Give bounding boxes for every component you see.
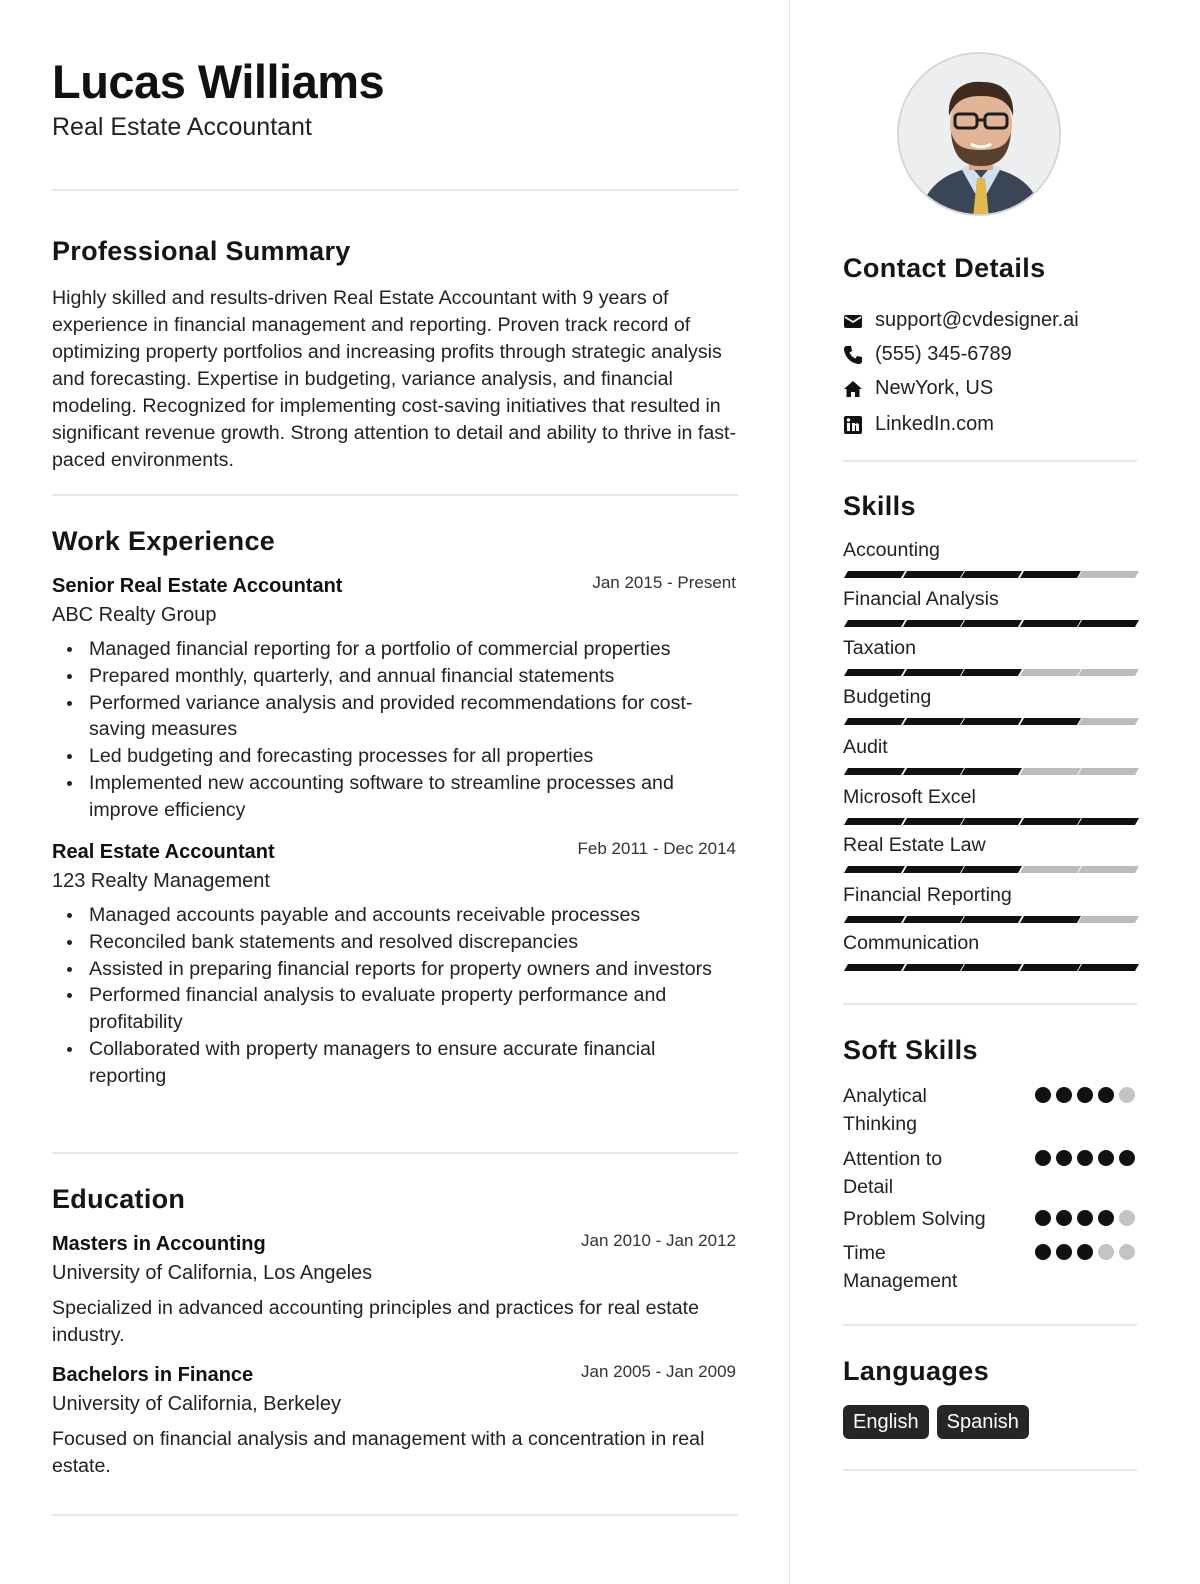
languages-list — [843, 1405, 1029, 1439]
skills-heading: Skills — [843, 491, 916, 521]
rating-dot — [1056, 1087, 1072, 1103]
skill-level-segment — [961, 571, 1022, 578]
experience-heading: Work Experience — [52, 526, 276, 556]
skill-level-segment — [1019, 620, 1080, 627]
skill-level-segment — [1078, 571, 1139, 578]
rating-dot — [1077, 1210, 1093, 1226]
rating-dot — [1056, 1150, 1072, 1166]
school-name: University of California, Berkeley — [52, 1393, 341, 1415]
degree-title: Bachelors in Finance — [52, 1364, 254, 1386]
skill-level-bar — [843, 916, 1137, 924]
rating-dot — [1077, 1150, 1093, 1166]
summary-heading: Professional Summary — [52, 236, 351, 266]
rating-dot — [1056, 1244, 1072, 1260]
skill-item — [843, 588, 1137, 633]
job-bullets — [52, 636, 738, 824]
candidate-name: Lucas Williams — [52, 55, 385, 108]
languages-heading: Languages — [843, 1356, 990, 1386]
soft-skill-rating — [1035, 1087, 1139, 1105]
contact-email-text: support@cvdesigner.ai — [875, 309, 1079, 331]
skill-item — [843, 932, 1137, 977]
skill-level-segment — [844, 818, 905, 825]
soft-skill-rating — [1035, 1244, 1139, 1262]
skill-level-segment — [1019, 916, 1080, 923]
education-entry — [52, 1364, 738, 1480]
skill-level-bar — [843, 768, 1137, 776]
language-pill: Spanish — [937, 1405, 1029, 1439]
home-icon — [843, 379, 863, 399]
envelope-icon — [843, 311, 863, 331]
skill-level-segment — [1019, 571, 1080, 578]
candidate-title: Real Estate Accountant — [52, 113, 312, 141]
skill-level-segment — [961, 964, 1022, 971]
skill-level-segment — [902, 669, 963, 676]
skill-level-segment — [902, 768, 963, 775]
job-dates: Feb 2011 - Dec 2014 — [577, 839, 736, 858]
skill-item — [843, 539, 1137, 584]
skill-level-segment — [961, 818, 1022, 825]
skill-level-segment — [961, 669, 1022, 676]
skill-level-segment — [1019, 768, 1080, 775]
school-name: University of California, Los Angeles — [52, 1262, 373, 1284]
bullet-item: Managed accounts payable and accounts receivable processes — [89, 902, 738, 929]
rating-dot — [1035, 1244, 1051, 1260]
skill-level-segment — [902, 818, 963, 825]
rating-dot — [1098, 1210, 1114, 1226]
summary-text: Highly skilled and results-driven Real Estate Accountant with 9 years of experience in financial management and reporting. Proven track record of optimizing property portfolios and increasing profits through strategic analysis and forecasting. Expertise in budgeting, variance analysis, and financial modeling. Recognized for implementing cost-saving initiatives that resulted in significant revenue growth. Strong attention to detail and ability to thrive in fast-paced environments. — [52, 287, 736, 471]
divider — [52, 1152, 738, 1154]
contact-linkedin-text: LinkedIn.com — [875, 413, 994, 435]
skill-level-segment — [902, 571, 963, 578]
skill-level-segment — [844, 866, 905, 873]
skill-level-segment — [844, 620, 905, 627]
skill-level-segment — [902, 866, 963, 873]
phone-icon — [843, 345, 863, 365]
bullet-item: Performed variance analysis and provided recommendations for cost-saving measures — [89, 690, 738, 744]
education-heading: Education — [52, 1184, 186, 1214]
rating-dot — [1119, 1087, 1135, 1103]
skill-level-segment — [961, 620, 1022, 627]
skill-level-segment — [1078, 620, 1139, 627]
linkedin-icon — [843, 415, 863, 435]
skill-level-segment — [1078, 866, 1139, 873]
skill-level-segment — [1019, 718, 1080, 725]
skill-level-segment — [1019, 866, 1080, 873]
skill-item — [843, 686, 1137, 731]
divider — [52, 189, 738, 191]
contact-phone[interactable] — [843, 339, 1137, 369]
job-bullets — [52, 902, 738, 1090]
contact-email[interactable] — [843, 305, 1137, 335]
skill-level-segment — [902, 916, 963, 923]
job-dates: Jan 2015 - Present — [592, 573, 736, 592]
education-entry — [52, 1233, 738, 1349]
rating-dot — [1035, 1210, 1051, 1226]
rating-dot — [1098, 1244, 1114, 1260]
skill-level-bar — [843, 571, 1137, 579]
skill-level-segment — [844, 916, 905, 923]
skill-name: Accounting — [843, 539, 940, 561]
rating-dot — [1056, 1210, 1072, 1226]
skill-name: Financial Analysis — [843, 588, 999, 610]
skill-name: Real Estate Law — [843, 834, 986, 856]
skill-level-segment — [902, 718, 963, 725]
profile-photo — [897, 52, 1061, 216]
skill-level-segment — [961, 866, 1022, 873]
rating-dot — [1119, 1244, 1135, 1260]
divider — [843, 1003, 1137, 1005]
soft-skill-item — [843, 1145, 1137, 1201]
divider — [52, 1514, 738, 1516]
divider — [52, 494, 738, 496]
bullet-item: Assisted in preparing financial reports for property owners and investors — [89, 956, 738, 983]
bullet-item: Prepared monthly, quarterly, and annual financial statements — [89, 663, 738, 690]
contact-location-text: NewYork, US — [875, 377, 994, 399]
skill-level-bar — [843, 620, 1137, 628]
rating-dot — [1098, 1150, 1114, 1166]
skill-level-segment — [1019, 818, 1080, 825]
bullet-item: Reconciled bank statements and resolved discrepancies — [89, 929, 738, 956]
job-entry — [52, 841, 738, 1090]
skill-level-bar — [843, 866, 1137, 874]
skill-level-segment — [961, 718, 1022, 725]
soft-skill-name: Problem Solving — [843, 1208, 986, 1230]
skill-name: Communication — [843, 932, 980, 954]
bullet-item: Led budgeting and forecasting processes for all properties — [89, 743, 738, 770]
skill-level-segment — [1078, 768, 1139, 775]
rating-dot — [1119, 1150, 1135, 1166]
soft-skill-name: Time Management — [843, 1242, 958, 1292]
soft-skill-name: Analytical Thinking — [843, 1085, 927, 1135]
skill-level-segment — [902, 964, 963, 971]
skill-item — [843, 884, 1137, 929]
language-pill: English — [843, 1405, 929, 1439]
skill-level-segment — [1078, 964, 1139, 971]
skill-level-segment — [1078, 916, 1139, 923]
skill-level-segment — [1019, 964, 1080, 971]
skill-item — [843, 736, 1137, 781]
degree-title: Masters in Accounting — [52, 1233, 266, 1255]
skill-level-segment — [844, 768, 905, 775]
rating-dot — [1119, 1210, 1135, 1226]
soft-skill-name: Attention to Detail — [843, 1148, 943, 1198]
skill-item — [843, 786, 1137, 831]
skill-level-segment — [1078, 718, 1139, 725]
rating-dot — [1035, 1087, 1051, 1103]
skill-level-bar — [843, 718, 1137, 726]
skill-level-segment — [844, 964, 905, 971]
contact-heading: Contact Details — [843, 253, 1046, 283]
skill-level-bar — [843, 964, 1137, 972]
bullet-item: Collaborated with property managers to ensure accurate financial reporting — [89, 1036, 738, 1090]
skill-level-bar — [843, 818, 1137, 826]
contact-phone-text: (555) 345-6789 — [875, 343, 1012, 365]
soft-skill-item — [843, 1205, 1137, 1233]
rating-dot — [1035, 1150, 1051, 1166]
education-dates: Jan 2010 - Jan 2012 — [580, 1231, 736, 1250]
skill-name: Microsoft Excel — [843, 786, 976, 808]
soft-skill-rating — [1035, 1210, 1139, 1228]
soft-skill-item — [843, 1239, 1137, 1295]
skill-level-segment — [1019, 669, 1080, 676]
soft-skill-rating — [1035, 1150, 1139, 1168]
skill-level-segment — [844, 669, 905, 676]
skill-level-segment — [1078, 818, 1139, 825]
skill-level-segment — [961, 916, 1022, 923]
column-divider — [789, 0, 790, 1584]
job-entry — [52, 575, 738, 824]
skill-item — [843, 834, 1137, 879]
bullet-item: Performed financial analysis to evaluate property performance and profitability — [89, 982, 738, 1036]
contact-linkedin[interactable] — [843, 409, 1137, 439]
education-description: Focused on financial analysis and management with a concentration in real estate. — [52, 1428, 705, 1477]
skill-item — [843, 637, 1137, 682]
company-name: ABC Realty Group — [52, 604, 217, 626]
rating-dot — [1077, 1087, 1093, 1103]
skill-level-segment — [1078, 669, 1139, 676]
education-dates: Jan 2005 - Jan 2009 — [580, 1362, 736, 1381]
job-title: Senior Real Estate Accountant — [52, 575, 343, 597]
skill-name: Budgeting — [843, 686, 932, 708]
divider — [843, 1469, 1137, 1471]
skill-name: Audit — [843, 736, 888, 758]
divider — [843, 1324, 1137, 1326]
rating-dot — [1098, 1087, 1114, 1103]
divider — [843, 460, 1137, 462]
skill-level-segment — [961, 768, 1022, 775]
soft-skill-item — [843, 1082, 1137, 1138]
portrait-illustration — [899, 54, 1061, 216]
education-description: Specialized in advanced accounting principles and practices for real estate industry. — [52, 1297, 699, 1346]
skill-level-segment — [844, 571, 905, 578]
soft-skills-heading: Soft Skills — [843, 1035, 978, 1065]
skill-level-bar — [843, 669, 1137, 677]
bullet-item: Implemented new accounting software to streamline processes and improve efficiency — [89, 770, 738, 824]
rating-dot — [1077, 1244, 1093, 1260]
skill-level-segment — [902, 620, 963, 627]
company-name: 123 Realty Management — [52, 870, 270, 892]
contact-location — [843, 373, 1137, 403]
job-title: Real Estate Accountant — [52, 841, 275, 863]
skill-name: Financial Reporting — [843, 884, 1012, 906]
bullet-item: Managed financial reporting for a portfolio of commercial properties — [89, 636, 738, 663]
skill-name: Taxation — [843, 637, 916, 659]
skill-level-segment — [844, 718, 905, 725]
